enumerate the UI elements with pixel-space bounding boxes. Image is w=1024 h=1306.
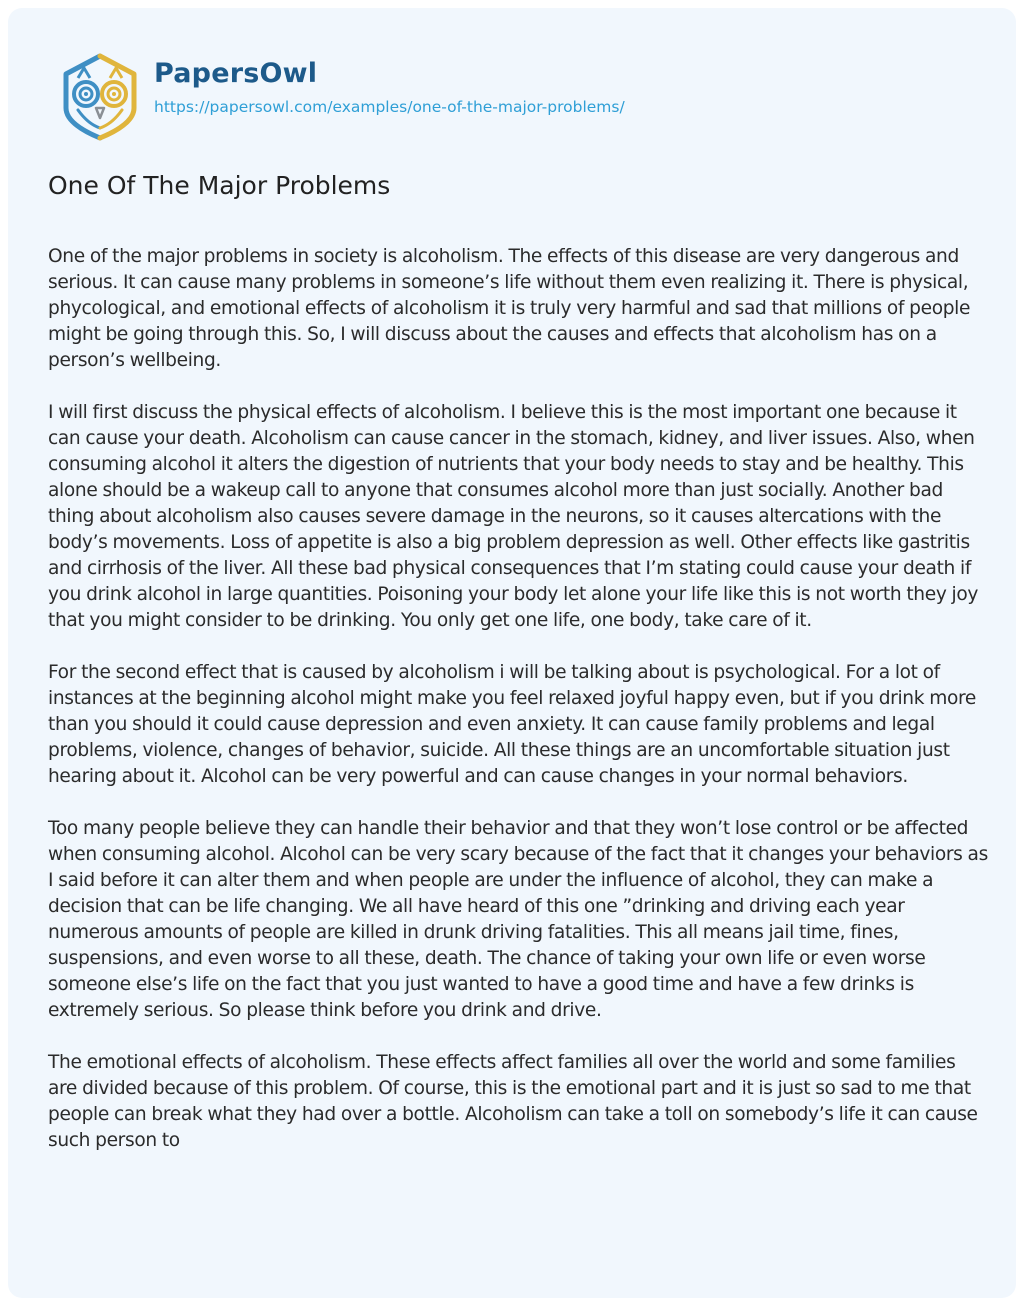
brand-name[interactable]: PapersOwl bbox=[154, 58, 318, 89]
owl-logo-icon bbox=[48, 44, 152, 144]
paragraph: I will first discuss the physical effects of alcoholism. I believe this is the most important one because it can cause your death. Alcoholism can cause cancer in the stomach, kidney, and liver issues. Also, when consuming alcohol it alters the digestion of nutrients that your body needs to stay and be healthy. This alone should be a wakeup call to anyone that consumes alcohol more than just socially. Another bad thing about alcoholism also causes severe damage in the neurons, so it causes altercations with the body’s movements. Loss of appetite is also a big problem depression as well. Other effects like gastritis and cirrhosis of the liver. All these bad physical consequences that I’m stating could cause your death if you drink alcohol in large quantities. Poisoning your body let alone your life like this is not worth they joy that you might consider to be drinking. You only get one life, one body, take care of it. bbox=[48, 402, 979, 631]
source-url-link[interactable]: https://papersowl.com/examples/one-of-the-major-problems/ bbox=[154, 98, 625, 116]
article-body bbox=[48, 244, 988, 1180]
paragraph: One of the major problems in society is alcoholism. The effects of this disease are very dangerous and serious. It can cause many problems in someone’s life without them even realizing it. There is physical, phycological, and emotional effects of alcoholism it is truly very harmful and sad that millions of people might be going through this. So, I will discuss about the causes and effects that alcoholism has on a person’s wellbeing. bbox=[48, 246, 971, 371]
paragraph: The emotional effects of alcoholism. These effects affect families all over the world and some families are divided because of this problem. Of course, this is the emotional part and it is just so sad to me that people can break what they had over a bottle. Alcoholism can take a toll on somebody’s life it can cause such person to bbox=[48, 1052, 978, 1151]
page-card bbox=[8, 8, 1016, 1298]
paragraph: For the second effect that is caused by alcoholism i will be talking about is psychological. For a lot of instances at the beginning alcohol might make you feel relaxed joyful happy even, but if you drink more than you should it could cause depression and even anxiety. It can cause family problems and legal problems, violence, changes of behavior, suicide. All these things are an uncomfortable situation just hearing about it. Alcohol can be very powerful and can cause changes in your normal behaviors. bbox=[48, 662, 976, 787]
article-title: One Of The Major Problems bbox=[48, 171, 391, 200]
paragraph: Too many people believe they can handle their behavior and that they won’t lose control or be affected when consuming alcohol. Alcohol can be very scary because of the fact that it changes your behaviors as I said before it can alter them and when people are under the influence of alcohol, they can make a decision that can be life changing. We all have heard of this one ”drinking and driving each year numerous amounts of people are killed in drunk driving fatalities. This all means jail time, fines, suspensions, and even worse to all these, death. The chance of taking your own life or even worse someone else’s life on the fact that you just wanted to have a good time and have a few drinks is extremely serious. So please think before you drink and drive. bbox=[48, 818, 988, 1021]
site-header bbox=[48, 44, 625, 144]
brand-block bbox=[154, 44, 625, 118]
